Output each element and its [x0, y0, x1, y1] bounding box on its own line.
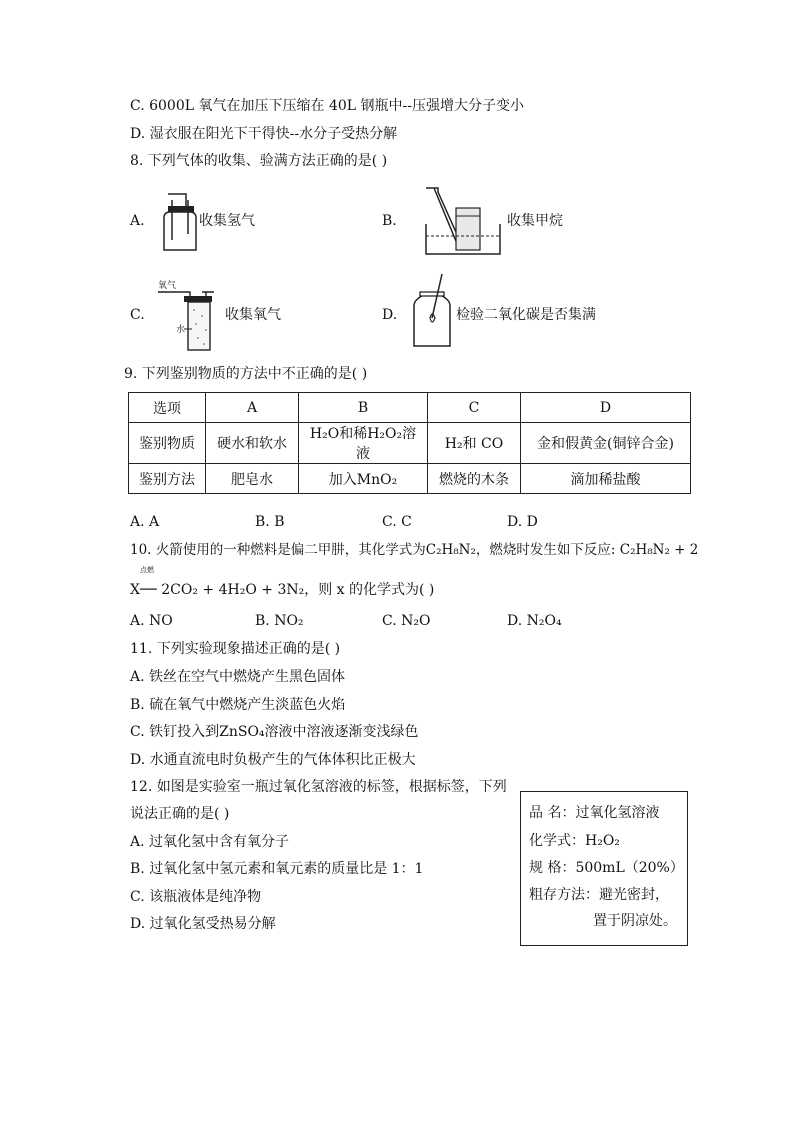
table-cell: 鉴别方法 [129, 464, 206, 494]
table-cell: 金和假黄金(铜锌合金) [521, 423, 691, 464]
table-cell: 加入MnO₂ [299, 464, 428, 494]
q10-line1: 10. 火箭使用的一种燃料是偏二甲肼，其化学式为C₂H₈N₂，燃烧时发生如下反应: C₂H₈N₂ + 2 [130, 542, 699, 558]
q10-option-a: A. NO [130, 613, 173, 629]
table-cell: H₂O和稀H₂O₂溶液 [299, 423, 428, 464]
label-name: 品 名：过氧化氢溶液 [529, 805, 660, 821]
q7-option-d: D. 湿衣服在阳光下干得快--水分子受热分解 [130, 126, 398, 142]
table-cell: 肥皂水 [206, 464, 299, 494]
q11-stem: 11. 下列实验现象描述正确的是( ) [130, 641, 341, 657]
table-cell: 硬水和软水 [206, 423, 299, 464]
q8-a-text: 收集氢气 [199, 213, 255, 229]
table-cell: 滴加稀盐酸 [521, 464, 691, 494]
q8-d-text: 检验二氧化碳是否集满 [456, 307, 596, 323]
table-header-cell: C [428, 393, 521, 423]
q8-b-text: 收集甲烷 [507, 213, 563, 229]
q9-option-d: D. D [507, 514, 538, 530]
label-storage-line2: 置于阴凉处。 [593, 913, 677, 929]
table-row [129, 423, 691, 464]
q8-c-water-label: 水 [176, 325, 186, 335]
q9-stem: 9. 下列鉴别物质的方法中不正确的是( ) [124, 366, 368, 382]
q8-stem: 8. 下列气体的收集、验满方法正确的是( ) [130, 153, 388, 169]
table-row [129, 464, 691, 494]
q12-option-c: C. 该瓶液体是纯净物 [130, 889, 262, 905]
q8-d-bottle-figure [410, 272, 454, 350]
q12-stem-line1: 12. 如图是实验室一瓶过氧化氢溶液的标签，根据标签，下列 [130, 779, 507, 795]
q11-option-b: B. 硫在氧气中燃烧产生淡蓝色火焰 [130, 697, 346, 713]
q12-option-d: D. 过氧化氢受热易分解 [130, 916, 276, 932]
q11-option-d: D. 水通直流电时负极产生的气体体积比正极大 [130, 752, 416, 768]
q12-stem-line2: 说法正确的是( ) [130, 806, 230, 822]
q9-option-a: A. A [130, 514, 160, 530]
q10-option-d: D. N₂O₄ [507, 613, 562, 629]
label-storage-line1: 粗存方法：避光密封， [529, 887, 669, 903]
q8-c-text: 收集氧气 [225, 307, 281, 323]
table-cell: H₂和 CO [428, 423, 521, 464]
q9-option-c: C. C [382, 514, 412, 530]
label-formula: 化学式：H₂O₂ [529, 833, 620, 849]
table-header-cell: 选项 [129, 393, 206, 423]
q8-d-letter: D. [382, 307, 398, 323]
q8-a-letter: A. [130, 213, 145, 229]
q9-option-b: B. B [255, 514, 285, 530]
table-header-cell: B [299, 393, 428, 423]
q8-c-oxygen-label: 氧气 [158, 281, 177, 291]
q10-line2: X── 2CO₂ + 4H₂O + 3N₂，则 x 的化学式为( ) [130, 582, 435, 598]
table-cell: 鉴别物质 [129, 423, 206, 464]
q10-option-c: C. N₂O [382, 613, 431, 629]
q8-c-letter: C. [130, 307, 145, 323]
q9-table [128, 392, 691, 494]
h2o2-bottle-label [520, 791, 688, 946]
q12-option-a: A. 过氧化氢中含有氧分子 [130, 834, 290, 850]
q7-option-c: C. 6000L 氧气在加压下压缩在 40L 钢瓶中--压强增大分子变小 [130, 98, 524, 114]
q11-option-a: A. 铁丝在空气中燃烧产生黑色固体 [130, 669, 346, 685]
q8-b-letter: B. [382, 213, 397, 229]
label-spec: 规 格：500mL（20%） [529, 860, 684, 876]
q11-option-c: C. 铁钉投入到ZnSO₄溶液中溶液逐渐变浅绿色 [130, 724, 419, 740]
q8-a-bottle-figure [158, 190, 198, 255]
table-header-cell: D [521, 393, 691, 423]
q8-b-trough-figure [404, 180, 504, 260]
q12-option-b: B. 过氧化氢中氢元素和氧元素的质量比是 1：1 [130, 861, 424, 877]
table-header-cell: A [206, 393, 299, 423]
table-row [129, 393, 691, 423]
q8-c-bottle-figure [156, 278, 222, 354]
q10-option-b: B. NO₂ [255, 613, 304, 629]
table-cell: 燃烧的木条 [428, 464, 521, 494]
q10-condition: 点燃 [140, 566, 154, 574]
